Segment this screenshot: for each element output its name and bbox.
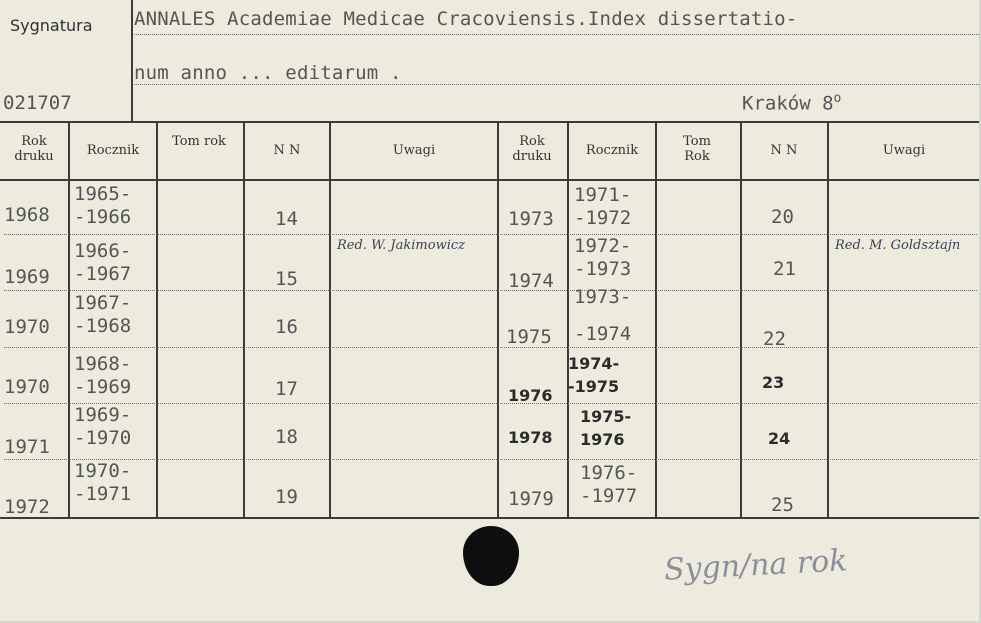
table-cell-nn: 23 — [762, 373, 785, 392]
title-guide-line-2 — [134, 84, 979, 85]
rocznik-start: 1966- — [74, 240, 132, 262]
row-guide-line — [4, 403, 977, 404]
table-cell-nn: 21 — [773, 258, 796, 280]
rocznik-end: -1975 — [568, 377, 620, 396]
table-cell-rocznik — [74, 353, 131, 399]
rocznik-end: -1973 — [574, 258, 632, 280]
uwagi-remark-left: Red. W. Jakimowicz — [337, 238, 465, 253]
header-uwagi-right: Uwagi — [882, 143, 926, 158]
punch-hole — [463, 526, 519, 586]
rocznik-end: 1976 — [580, 430, 625, 449]
rocznik-start: 1968- — [74, 353, 132, 375]
rocznik-end: -1972 — [574, 207, 632, 229]
table-cell-rocznik — [74, 404, 131, 450]
rocznik-end: -1966 — [74, 206, 132, 228]
table-cell-rocznik — [574, 235, 631, 281]
table-cell-rok: 1970 — [4, 376, 50, 398]
title-guide-line-1 — [134, 34, 979, 35]
rocznik-start: 1972- — [574, 235, 632, 257]
table-cell-rok: 1971 — [4, 436, 50, 458]
place-text: Kraków 8 — [742, 92, 834, 115]
header-rocznik-right: Rocznik — [585, 143, 639, 158]
table-cell-rok: 1974 — [508, 270, 554, 292]
table-cell-rok: 1973 — [508, 208, 554, 230]
rocznik-start: 1967- — [74, 292, 132, 314]
rocznik-start: 1965- — [74, 183, 132, 205]
table-cell-nn: 25 — [771, 494, 794, 516]
header-rok-druku-right: Rok druku — [512, 134, 552, 164]
table-cell-nn: 18 — [275, 426, 298, 448]
table-cell-rocznik — [74, 292, 131, 338]
rocznik-start: 1976- — [580, 462, 638, 484]
table-cell-nn: 14 — [275, 208, 298, 230]
header-uwagi: Uwagi — [392, 143, 436, 158]
rocznik-start: 1974- — [568, 354, 620, 373]
row-guide-line — [4, 234, 977, 235]
uwagi-remark-right: Red. M. Goldsztajn — [835, 238, 961, 253]
handwritten-note: Sygn/na rok — [663, 543, 849, 588]
table-bottom-rule — [0, 517, 979, 519]
rocznik-start: 1969- — [74, 404, 132, 426]
rocznik-start: 1971- — [574, 184, 632, 206]
rocznik-end: -1974 — [574, 323, 632, 345]
rocznik-end: -1969 — [74, 376, 132, 398]
header-tom-rok-right: Tom Rok — [683, 134, 711, 164]
table-cell-nn: 22 — [763, 328, 786, 350]
table-cell-rocznik — [580, 462, 637, 508]
title-line-2: num anno ... editarum . — [134, 62, 402, 84]
table-cell-nn: 20 — [771, 206, 794, 228]
title-line-1: ANNALES Academiae Medicae Cracoviensis.Index dissertatio- — [134, 8, 798, 30]
signature-label: Sygnatura — [10, 16, 93, 35]
table-cell-nn: 15 — [275, 268, 298, 290]
column-header-bottom-rule — [0, 179, 979, 181]
place-superscript: o — [833, 91, 842, 106]
header-nn: N N — [273, 143, 301, 158]
table-cell-rocznik — [574, 184, 631, 230]
header-nn-right: N N — [770, 143, 798, 158]
table-cell-rok: 1978 — [508, 428, 553, 447]
header-bottom-rule — [0, 121, 979, 123]
rocznik-start: 1973- — [574, 286, 632, 308]
rocznik-end: -1971 — [74, 483, 132, 505]
signature-value: 021707 — [3, 92, 72, 114]
table-cell-rok: 1975 — [506, 326, 552, 348]
header-divider-vertical — [131, 0, 133, 122]
table-cell-rocznik — [74, 460, 131, 506]
table-cell-rok: 1970 — [4, 316, 50, 338]
table-cell-nn: 16 — [275, 316, 298, 338]
rocznik-end: -1970 — [74, 427, 132, 449]
row-guide-line — [4, 459, 977, 460]
header-tom-rok: Tom rok — [172, 134, 226, 149]
table-cell-rocznik — [74, 183, 131, 229]
rocznik-start: 1970- — [74, 460, 132, 482]
row-guide-line — [4, 290, 977, 291]
table-cell-rocznik — [574, 286, 632, 345]
table-cell-rocznik — [74, 240, 131, 286]
table-cell-rok: 1969 — [4, 266, 50, 288]
table-cell-nn: 19 — [275, 486, 298, 508]
rocznik-end: -1977 — [580, 485, 638, 507]
table-cell-nn: 24 — [768, 429, 791, 448]
header-rok-druku: Rok druku — [14, 134, 54, 164]
rocznik-start: 1975- — [580, 407, 632, 426]
table-cell-rok: 1979 — [508, 488, 554, 510]
header-rocznik: Rocznik — [86, 143, 140, 158]
row-guide-line — [4, 347, 977, 348]
table-cell-nn: 17 — [275, 378, 298, 400]
table-cell-rocznik — [580, 405, 631, 451]
table-cell-rok: 1968 — [4, 204, 50, 226]
rocznik-end: -1968 — [74, 315, 132, 337]
table-cell-rok: 1972 — [4, 496, 50, 518]
table-cell-rocznik — [568, 352, 619, 398]
rocznik-end: -1967 — [74, 263, 132, 285]
table-cell-rok: 1976 — [508, 386, 553, 405]
place-of-publication — [742, 91, 841, 114]
